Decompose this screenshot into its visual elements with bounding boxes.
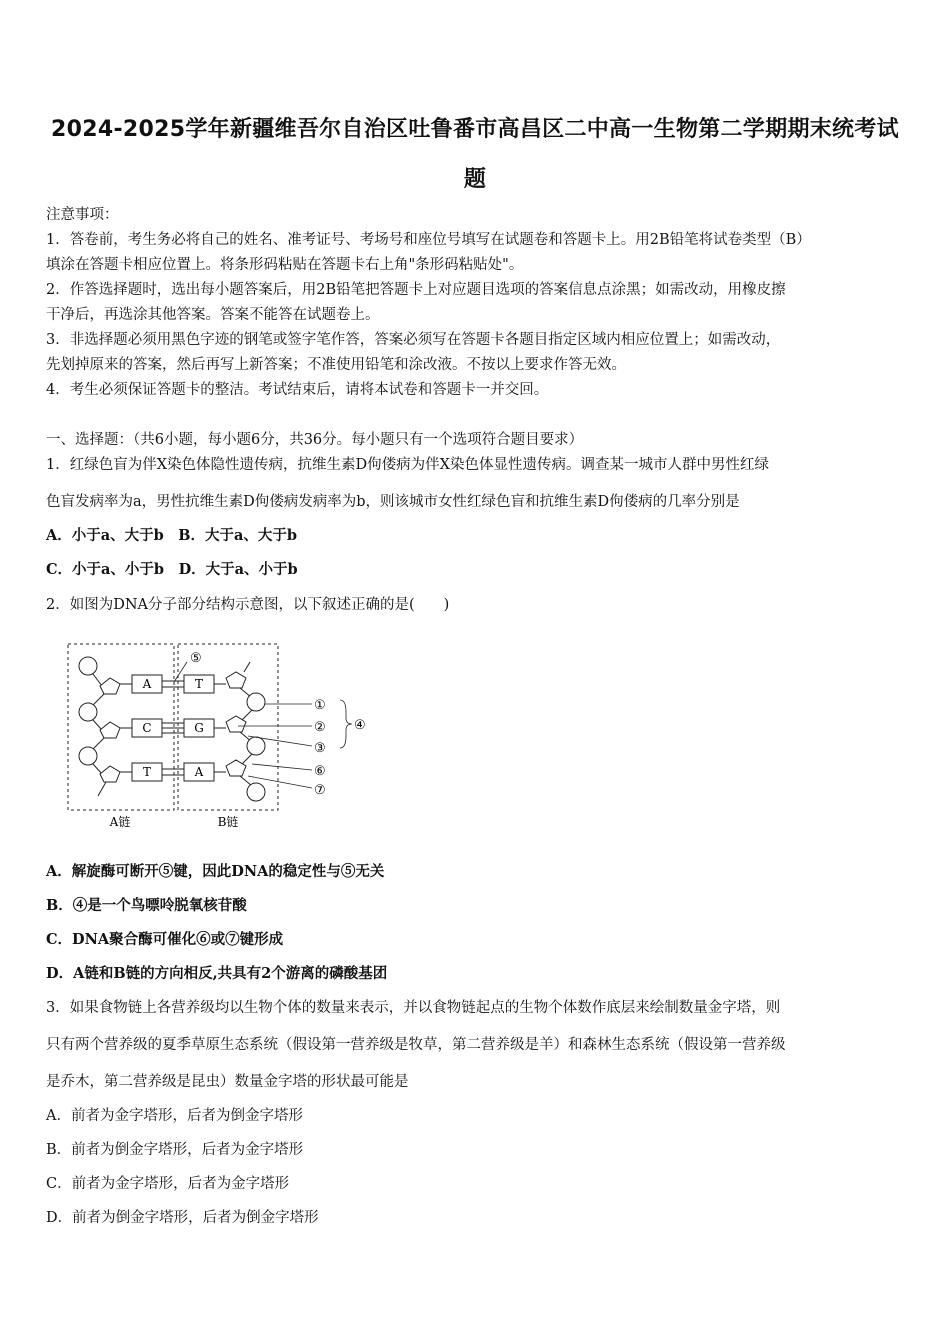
notice-line: 3．非选择题必须用黑色字迹的钢笔或签字笔作答，答案必须写在答题卡各题目指定区域内相应位置上；如需改动， (46, 332, 781, 348)
notice-line: 先划掉原来的答案，然后再写上新答案；不准使用铅笔和涂改液。不按以上要求作答无效。 (46, 357, 626, 373)
label-5: ⑤ (190, 651, 202, 666)
notice-line: 1．答卷前，考生务必将自己的姓名、准考证号、考场号和座位号填写在试题卷和答题卡上。用2B铅笔将试卷类型（B） (46, 232, 811, 248)
q3-stem-line3: 是乔木，第二营养级是昆虫）数量金字塔的形状最可能是 (46, 1074, 409, 1090)
q3-stem-line1: 3．如果食物链上各营养级均以生物个体的数量来表示，并以食物链起点的生物个体数作底层来绘制数量金字塔，则 (46, 1000, 781, 1016)
base-left: A (142, 677, 152, 691)
label-1: ① (314, 698, 326, 713)
label-6: ⑥ (314, 764, 326, 779)
document-title-line1: 2024-2025学年新疆维吾尔自治区吐鲁番市高昌区二中高一生物第二学期期末统考试 (51, 117, 899, 142)
q3-stem-line2: 只有两个营养级的夏季草原生态系统（假设第一营养级是牧草，第二营养级是羊）和森林生态系统（假设第一营养级 (46, 1037, 786, 1053)
base-right: A (194, 765, 204, 779)
dna-structure-figure (60, 636, 370, 836)
notice-line: 填涂在答题卡相应位置上。将条形码粘贴在答题卡右上角"条形码粘贴处"。 (46, 257, 524, 273)
q3-option: C．前者为金字塔形，后者为金字塔形 (46, 1176, 290, 1192)
q1-options-line1: A．小于a、大于b B．大于a、大于b (46, 527, 298, 544)
chain-a-label: A链 (109, 815, 131, 829)
q2-option: C．DNA聚合酶可催化⑥或⑦键形成 (46, 931, 284, 948)
base-right: G (194, 721, 204, 735)
notice-heading: 注意事项： (46, 207, 119, 223)
chain-b-label: B链 (217, 815, 239, 829)
document-title-line2: 题 (463, 167, 487, 192)
notice-line: 4．考生必须保证答题卡的整洁。考试结束后，请将本试卷和答题卡一并交回。 (46, 382, 549, 398)
label-7: ⑦ (314, 783, 326, 798)
q1-stem-line2: 色盲发病率为a，男性抗维生素D佝偻病发病率为b，则该城市女性红绿色盲和抗维生素D佝偻病的几率分别是 (46, 494, 740, 510)
chain-b-backbone (214, 662, 265, 801)
q2-stem: 2．如图为DNA分子部分结构示意图，以下叙述正确的是( ) (46, 597, 450, 613)
chain-a-backbone (79, 657, 132, 796)
q2-option: A．解旋酶可断开⑤键，因此DNA的稳定性与⑤无关 (46, 863, 385, 880)
base-left: T (142, 765, 152, 779)
q2-option: B．④是一个鸟嘌呤脱氧核苷酸 (46, 897, 247, 914)
hydrogen-bonds (162, 681, 184, 775)
q3-option: A．前者为金字塔形，后者为倒金字塔形 (46, 1108, 303, 1124)
q2-option: D．A链和B链的方向相反,共具有2个游离的磷酸基团 (46, 965, 388, 982)
base-left: C (142, 721, 152, 735)
notice-line: 2．作答选择题时，选出每小题答案后，用2B铅笔把答题卡上对应题目选项的答案信息点涂黑；如需改动，用橡皮擦 (46, 282, 786, 298)
q3-option: D．前者为倒金字塔形，后者为倒金字塔形 (46, 1210, 319, 1226)
q3-option: B．前者为倒金字塔形，后者为金字塔形 (46, 1142, 304, 1158)
label-3: ③ (314, 741, 326, 756)
notice-line: 干净后，再选涂其他答案。答案不能答在试题卷上。 (46, 307, 380, 323)
label-2: ② (314, 720, 326, 735)
base-right: T (194, 677, 204, 691)
q1-options-line2: C．小于a、小于b D．大于a、小于b (46, 561, 298, 578)
label-4: ④ (354, 718, 366, 733)
section-heading: 一、选择题：（共6小题，每小题6分，共36分。每小题只有一个选项符合题目要求） (46, 432, 584, 448)
q1-stem-line1: 1．红绿色盲为伴X染色体隐性遗传病，抗维生素D佝偻病为伴X染色体显性遗传病。调查某一城市人群中男性红绿 (46, 457, 769, 473)
